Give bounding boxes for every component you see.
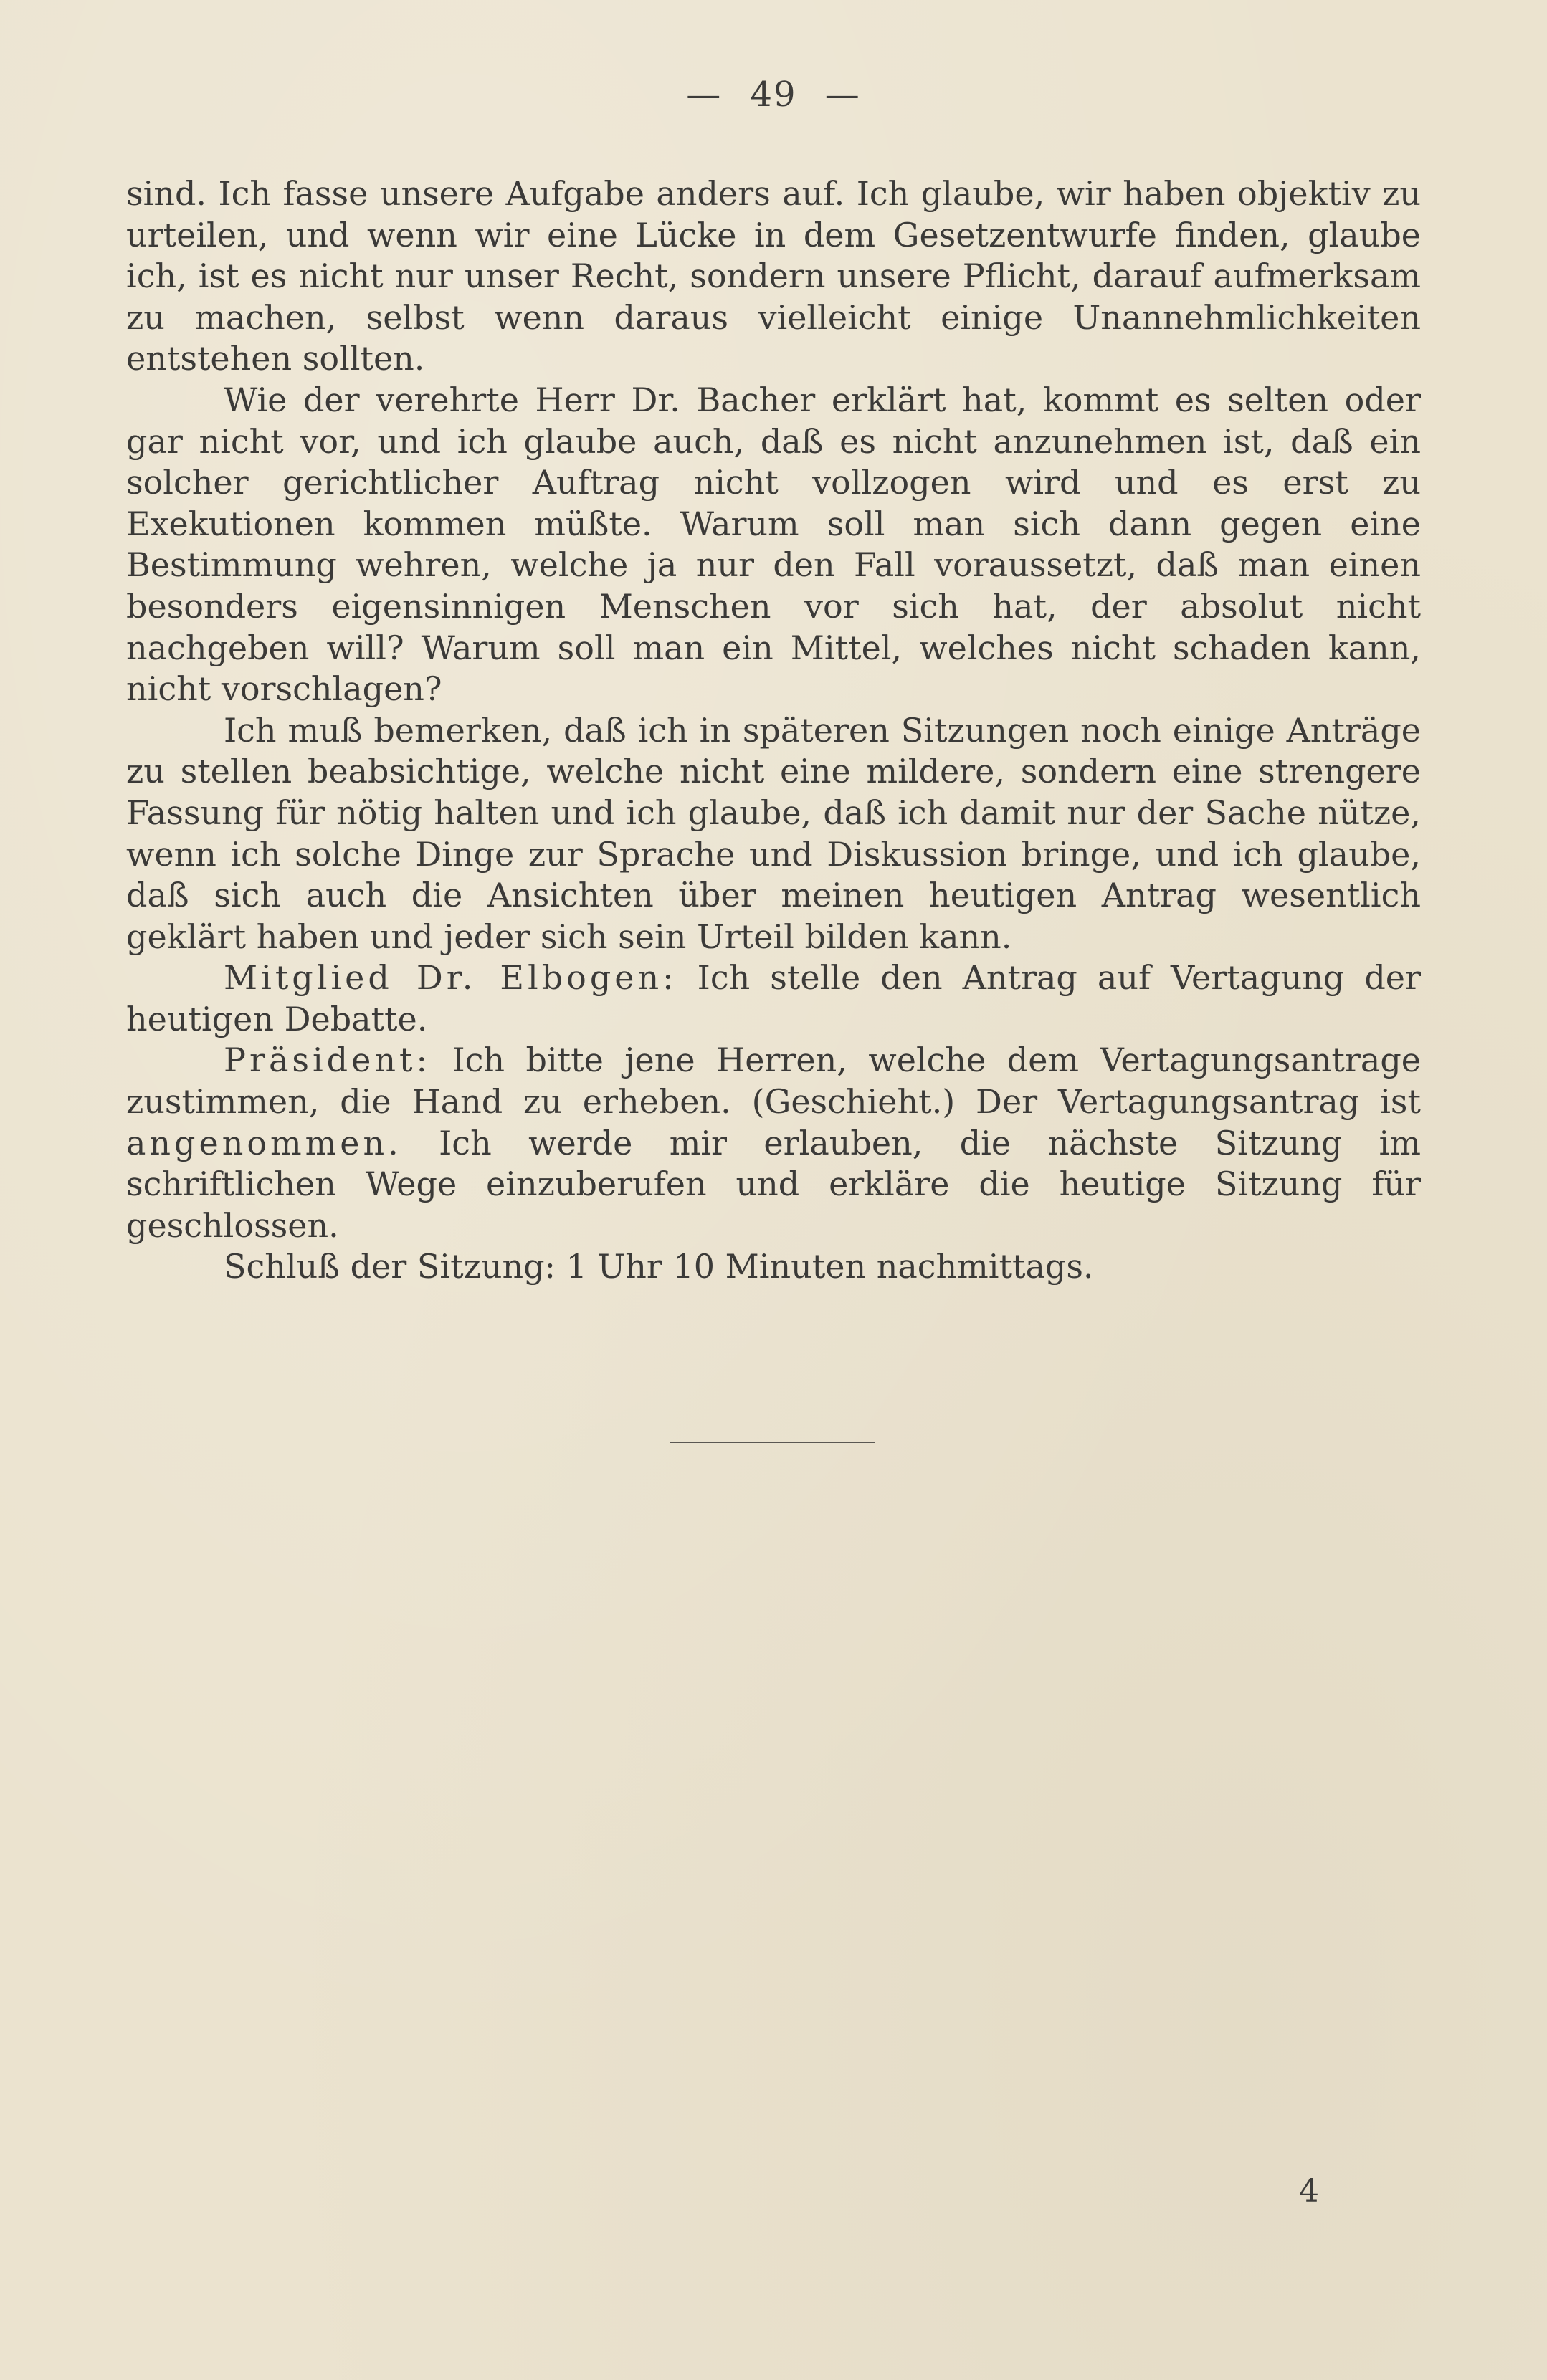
header-dash-left: — bbox=[686, 75, 723, 115]
signature-mark: 4 bbox=[1299, 2173, 1319, 2209]
body-text bbox=[126, 173, 1421, 1288]
closing-rule bbox=[670, 1442, 875, 1443]
accepted-word: angenommen. bbox=[126, 1123, 402, 1162]
speaker-elbogen: Mitglied Dr. Elbogen: bbox=[224, 958, 677, 998]
statement-elbogen: Ich stelle den Antrag auf Vertagung der heutigen Debatte. bbox=[126, 958, 1421, 1038]
statement-praesident-a: Ich bitte jene Herren, welche dem Vertagungsantrage zustimmen, die Hand zu erheben. (Geschieht.) Der Vertagungsantrag ist bbox=[126, 1041, 1421, 1122]
paragraph-elbogen bbox=[126, 957, 1421, 1040]
page-number: 49 bbox=[750, 75, 797, 115]
paragraph-continuation: sind. Ich fasse unsere Aufgabe anders auf. Ich glaube, wir haben objektiv zu urteilen, und wenn wir eine Lücke in dem Gesetzentwurfe finden, glaube ich, ist es nicht nur unser Recht, sondern unsere Pflicht, darauf aufmerksam zu machen, selbst wenn daraus vielleicht einige Unannehmlichkeiten entstehen sollten. bbox=[126, 174, 1421, 378]
paragraph-antraege: Ich muß bemerken, daß ich in späteren Sitzungen noch einige Anträge zu stellen beabsichtige, welche nicht eine mildere, sondern eine strengere Fassung für nötig halten und ich glaube, daß ich damit nur der Sache nütze, wenn ich solche Dinge zur Sprache und Diskussion bringe, und ich glaube, daß sich auch die Ansichten über meinen heutigen Antrag wesentlich geklärt haben und jeder sich sein Urteil bilden kann. bbox=[126, 710, 1421, 956]
statement-praesident-b: Ich werde mir erlauben, die nächste Sitzung im schriftlichen Wege einzuberufen und erkläre die heutige Sitzung für geschlossen. bbox=[126, 1123, 1421, 1245]
paragraph-praesident bbox=[126, 1040, 1421, 1246]
page-number-header bbox=[0, 75, 1547, 115]
header-dash-right: — bbox=[824, 75, 861, 115]
speaker-praesident: Präsident: bbox=[224, 1041, 431, 1080]
paragraph-bacher: Wie der verehrte Herr Dr. Bacher erklärt hat, kommt es selten oder gar nicht vor, und ich glaube auch, daß es nicht anzunehmen ist, daß ein solcher gerichtlicher Auftrag nicht vollzogen wird und es erst zu Exekutionen kommen müßte. Warum soll man sich dann gegen eine Bestimmung wehren, welche ja nur den Fall voraussetzt, daß man einen besonders eigensinnigen Menschen vor sich hat, der absolut nicht nachgeben will? Warum soll man ein Mittel, welches nicht schaden kann, nicht vorschlagen? bbox=[126, 380, 1421, 709]
paragraph-session-end: Schluß der Sitzung: 1 Uhr 10 Minuten nachmittags. bbox=[224, 1247, 1094, 1286]
